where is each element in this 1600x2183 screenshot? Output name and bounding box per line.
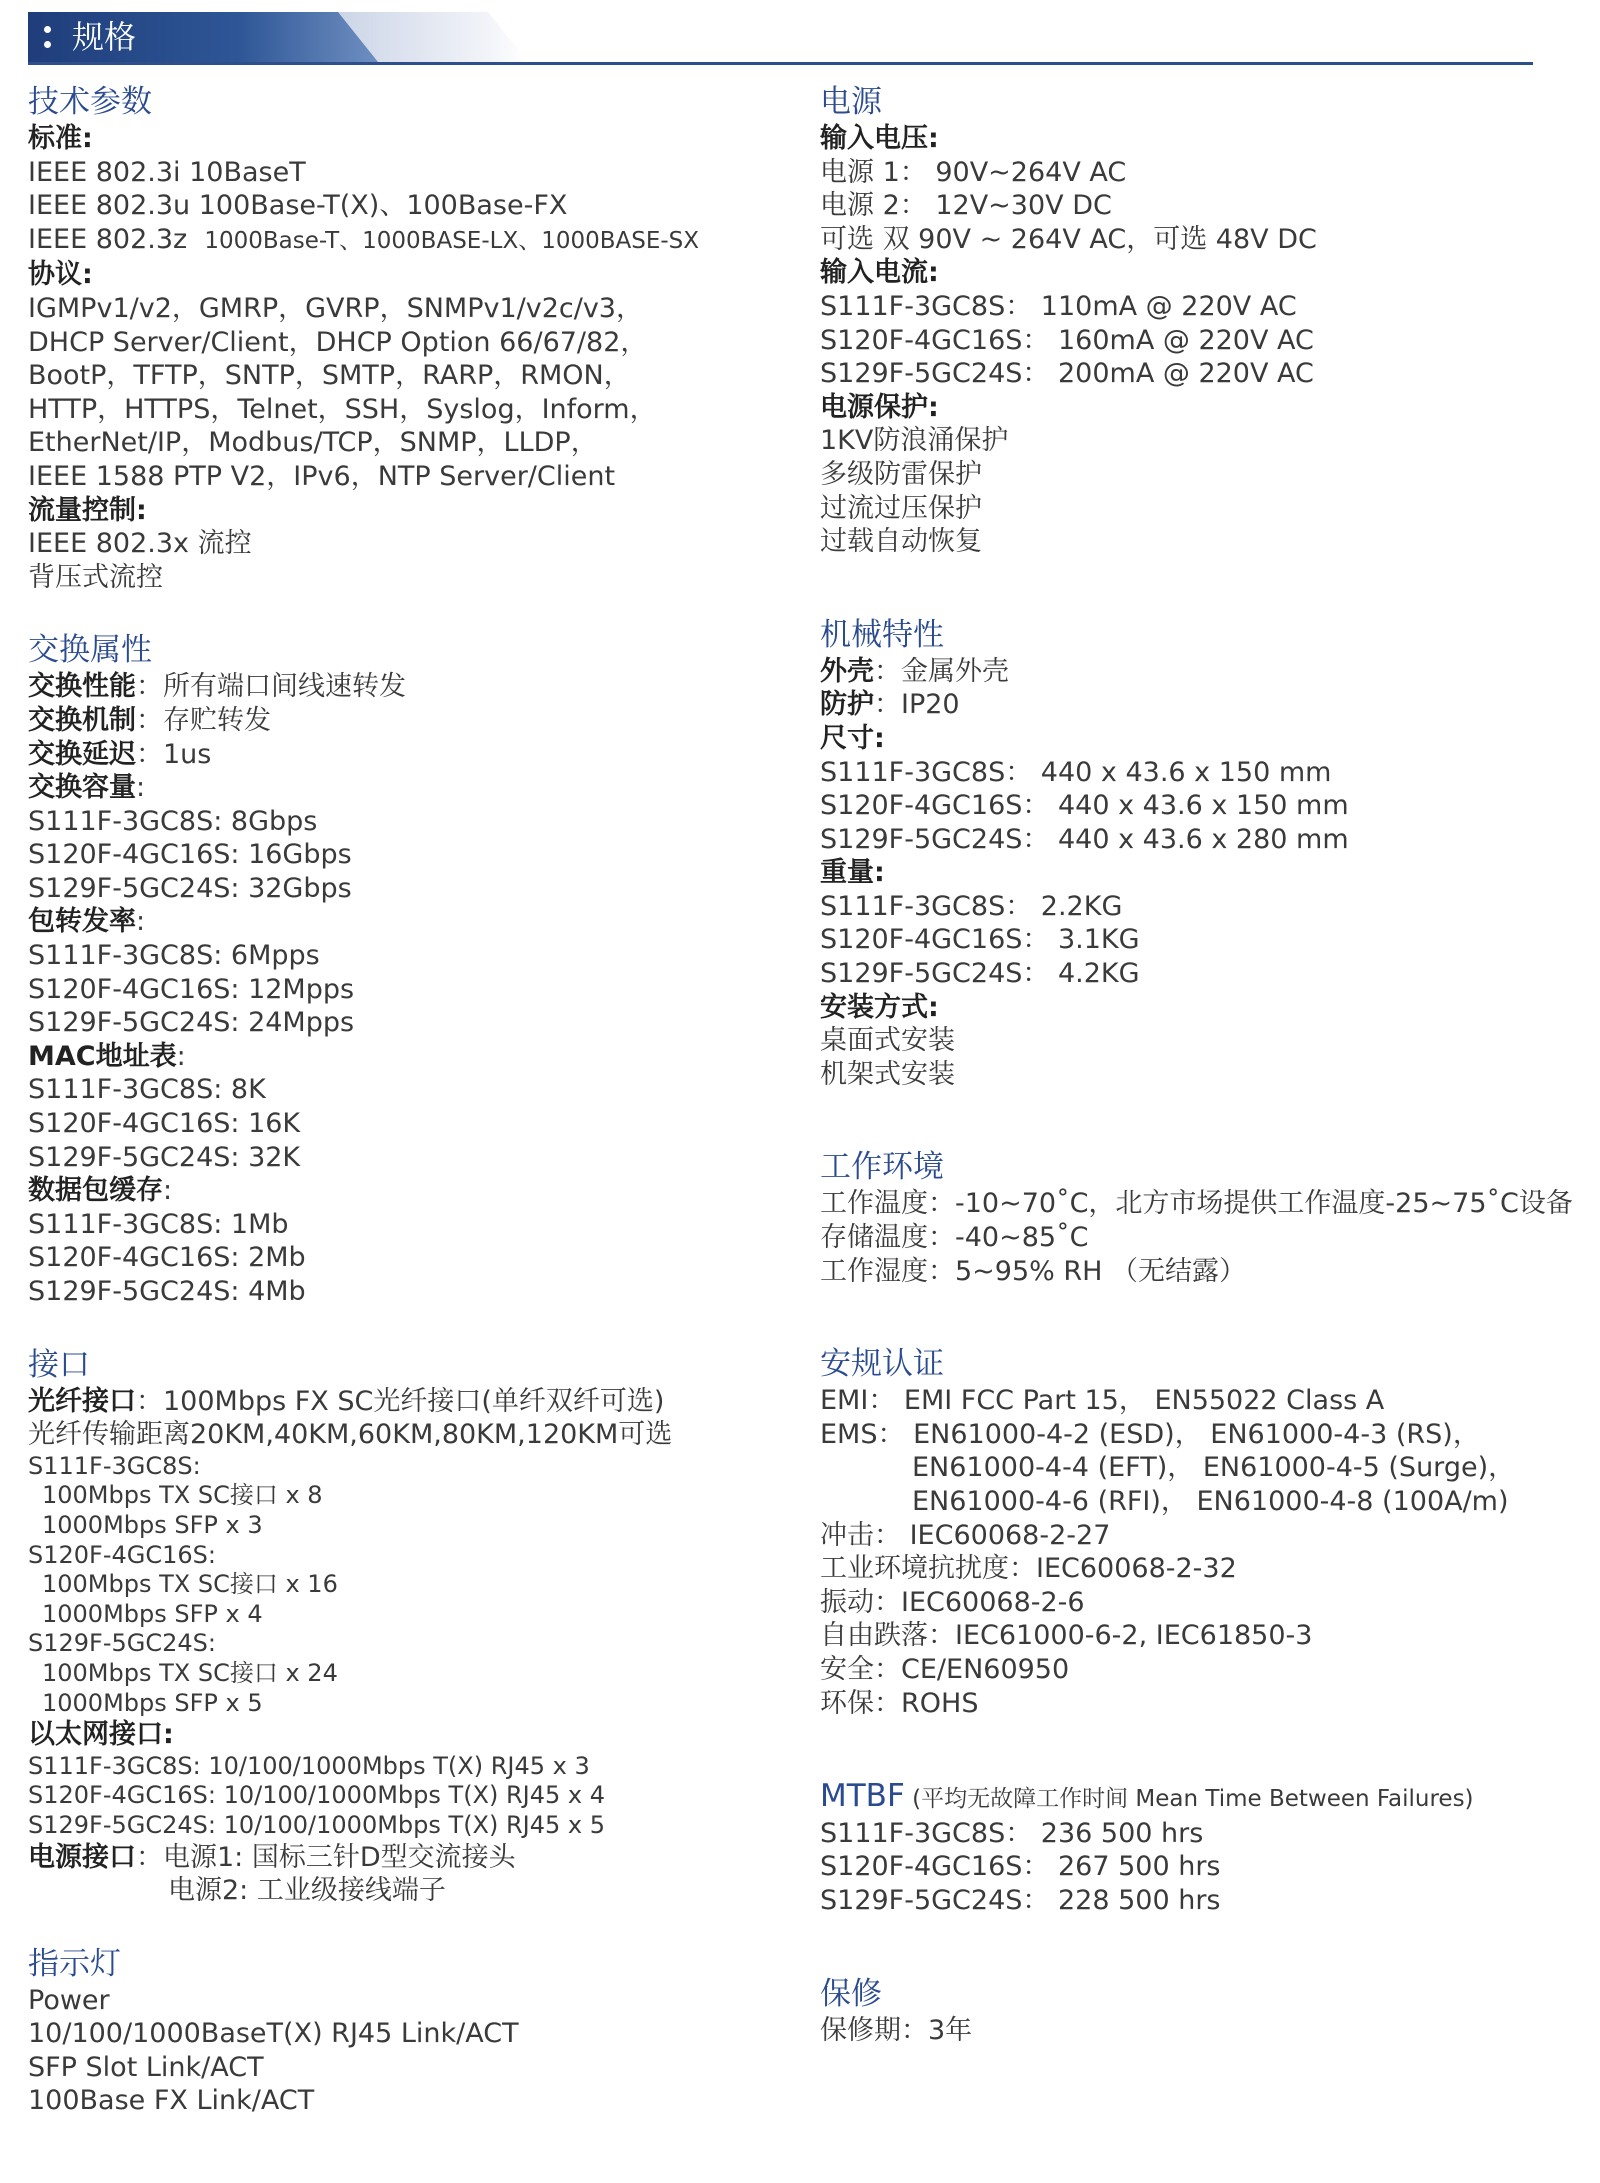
model-port-line: 100Mbps TX SC接口 x 8 bbox=[42, 1481, 323, 1510]
proto-line: HTTP，HTTPS，Telnet，SSH，Syslog，Inform， bbox=[28, 393, 657, 425]
std-line: IEEE 802.3u 100Base-T(X)、100Base-FX bbox=[28, 190, 568, 222]
buf-label: 数据包缓存 bbox=[28, 1175, 163, 1207]
cert-line: 冲击： IEC60068-2-27 bbox=[820, 1519, 1111, 1551]
pps-line: S111F-3GC8S: 6Mpps bbox=[28, 940, 320, 972]
buf-row bbox=[28, 1174, 788, 1208]
vin-line: 电源 2： 12V~30V DC bbox=[820, 190, 1112, 222]
prot-line: 多级防雷保护 bbox=[820, 458, 982, 490]
mtbf-line: S120F-4GC16S： 267 500 hrs bbox=[820, 1851, 1221, 1883]
weight-line: S129F-5GC24S： 4.2KG bbox=[820, 958, 1140, 990]
mac-line: S120F-4GC16S: 16K bbox=[28, 1108, 301, 1140]
eth-line: S120F-4GC16S: 10/100/1000Mbps T(X) RJ45 x 4 bbox=[28, 1781, 606, 1810]
mac-row bbox=[28, 1040, 788, 1074]
dim-label: 尺寸: bbox=[820, 722, 885, 754]
cap-line: S129F-5GC24S: 32Gbps bbox=[28, 872, 352, 904]
ems-line: EMS： EN61000-4-2 (ESD)， EN61000-4-3 (RS)， bbox=[820, 1418, 1480, 1450]
proto-line: EtherNet/IP，Modbus/TCP，SNMP，LLDP， bbox=[28, 427, 598, 459]
mac-line: S129F-5GC24S: 32K bbox=[28, 1141, 301, 1173]
page-title: 规格 bbox=[72, 18, 137, 56]
perf-value: ：所有端口间线速转发 bbox=[136, 671, 406, 703]
vin-line: 可选 双 90V ~ 264V AC，可选 48V DC bbox=[820, 223, 1317, 255]
buf-line: S111F-3GC8S: 1Mb bbox=[28, 1208, 289, 1240]
mount-line: 机架式安装 bbox=[820, 1058, 955, 1090]
vin-label: 输入电压: bbox=[820, 123, 939, 154]
led-item: Power bbox=[28, 1984, 110, 2016]
weight-line: S111F-3GC8S： 2.2KG bbox=[820, 890, 1123, 922]
cap-line: S111F-3GC8S: 8Gbps bbox=[28, 805, 318, 837]
cert-line: 安全：CE/EN60950 bbox=[820, 1653, 1070, 1685]
eth-line: S129F-5GC24S: 10/100/1000Mbps T(X) RJ45 x 5 bbox=[28, 1810, 606, 1839]
power-port-1: ：电源1: 国标三针D型交流接头 bbox=[136, 1841, 516, 1873]
std-line: IEEE 802.3i 10BaseT bbox=[28, 156, 306, 188]
ip-label: 防护 bbox=[820, 689, 874, 721]
case-value: ：金属外壳 bbox=[874, 655, 1009, 687]
left-column bbox=[28, 82, 788, 2118]
section-header bbox=[28, 12, 1533, 64]
weight-label: 重量: bbox=[820, 857, 885, 889]
fiber-distance: 光纤传输距离20KM,40KM,60KM,80KM,120KM可选 bbox=[28, 1419, 673, 1451]
cap-label: 交换容量 bbox=[28, 772, 136, 804]
env-line: 工作湿度：5~95% RH （无结露） bbox=[820, 1255, 1247, 1287]
buf-line: S120F-4GC16S: 2Mb bbox=[28, 1242, 306, 1274]
mtbf-heading-row bbox=[820, 1776, 1600, 1817]
prot-line: 过载自动恢复 bbox=[820, 526, 982, 558]
pps-label: 包转发率 bbox=[28, 906, 136, 938]
delay-label: 交换延迟 bbox=[28, 738, 136, 770]
prot-line: 过流过压保护 bbox=[820, 492, 982, 524]
std-line-b: 1000Base-T、1000BASE-LX、1000BASE-SX bbox=[204, 227, 700, 254]
cert-line: 振动：IEC60068-2-6 bbox=[820, 1586, 1085, 1618]
cap-row bbox=[28, 771, 788, 805]
model-label: S129F-5GC24S: bbox=[28, 1629, 216, 1658]
flow-line: 背压式流控 bbox=[28, 561, 163, 593]
ems-line: EN61000-4-4 (EFT)， EN61000-4-5 (Surge)， bbox=[912, 1452, 1516, 1484]
prot-line: 1KV防浪涌保护 bbox=[820, 425, 1009, 457]
mount-line: 桌面式安装 bbox=[820, 1025, 955, 1057]
dim-line: S111F-3GC8S： 440 x 43.6 x 150 mm bbox=[820, 756, 1332, 788]
iin-label: 输入电流: bbox=[820, 257, 939, 289]
colon: : bbox=[136, 772, 146, 804]
proto-line: DHCP Server/Client，DHCP Option 66/67/82， bbox=[28, 326, 648, 358]
iin-line: S111F-3GC8S： 110mA @ 220V AC bbox=[820, 290, 1297, 322]
model-label: S120F-4GC16S: bbox=[28, 1540, 216, 1569]
std-label: 标准: bbox=[28, 123, 93, 154]
power-port-label: 电源接口 bbox=[28, 1841, 136, 1873]
mac-line: S111F-3GC8S: 8K bbox=[28, 1074, 266, 1106]
model-port-line: 1000Mbps SFP x 3 bbox=[42, 1510, 263, 1539]
model-port-line: 1000Mbps SFP x 4 bbox=[42, 1599, 263, 1628]
proto-label: 协议: bbox=[28, 259, 93, 291]
warranty-line: 保修期：3年 bbox=[820, 2014, 973, 2046]
dim-line: S129F-5GC24S： 440 x 43.6 x 280 mm bbox=[820, 823, 1349, 855]
cert-line: 自由跌落：IEC61000-6-2, IEC61850-3 bbox=[820, 1620, 1313, 1652]
env-heading: 工作环境 bbox=[820, 1149, 944, 1186]
eth-line: S111F-3GC8S: 10/100/1000Mbps T(X) RJ45 x 3 bbox=[28, 1751, 590, 1780]
perf-label: 交换性能 bbox=[28, 671, 136, 703]
env-line: 存储温度：-40~85˚C bbox=[820, 1222, 1089, 1254]
pps-row bbox=[28, 905, 788, 939]
ip-row bbox=[820, 688, 1600, 722]
tech-heading: 技术参数 bbox=[28, 84, 152, 120]
mtbf-line: S111F-3GC8S： 236 500 hrs bbox=[820, 1817, 1204, 1849]
colon: : bbox=[163, 1175, 173, 1207]
mtbf-line: S129F-5GC24S： 228 500 hrs bbox=[820, 1884, 1221, 1916]
delay-row bbox=[28, 738, 788, 772]
perf-row bbox=[28, 670, 788, 704]
delay-value: ：1us bbox=[136, 738, 212, 770]
fiber-value: ：100Mbps FX SC光纤接口(单纤双纤可选) bbox=[136, 1385, 665, 1417]
cert-line: 环保：ROHS bbox=[820, 1687, 979, 1719]
weight-line: S120F-4GC16S： 3.1KG bbox=[820, 924, 1140, 956]
pps-line: S129F-5GC24S: 24Mpps bbox=[28, 1007, 355, 1039]
cert-line: 工业环境抗扰度：IEC60068-2-32 bbox=[820, 1553, 1237, 1585]
vin-line: 电源 1： 90V~264V AC bbox=[820, 156, 1127, 188]
iin-line: S120F-4GC16S： 160mA @ 220V AC bbox=[820, 324, 1314, 356]
prot-label: 电源保护: bbox=[820, 391, 939, 423]
mech-label: 交换机制 bbox=[28, 704, 136, 736]
ems-line: EN61000-4-6 (RFI)， EN61000-4-8 (100A/m) bbox=[912, 1486, 1509, 1517]
cert-heading: 安规认证 bbox=[820, 1346, 944, 1383]
eth-label: 以太网接口: bbox=[28, 1719, 174, 1751]
switching-heading: 交换属性 bbox=[28, 632, 152, 669]
mech-value: ：存贮转发 bbox=[136, 704, 271, 736]
model-port-line: 1000Mbps SFP x 5 bbox=[42, 1688, 263, 1717]
power-heading: 电源 bbox=[820, 84, 882, 120]
colon: : bbox=[136, 906, 146, 938]
std-line bbox=[28, 223, 788, 259]
dim-line: S120F-4GC16S： 440 x 43.6 x 150 mm bbox=[820, 790, 1349, 822]
flow-line: IEEE 802.3x 流控 bbox=[28, 528, 252, 560]
std-line-a: IEEE 802.3z bbox=[28, 223, 188, 255]
colon: : bbox=[176, 1040, 186, 1072]
model-port-line: 100Mbps TX SC接口 x 24 bbox=[42, 1658, 338, 1687]
case-label: 外壳 bbox=[820, 655, 874, 687]
power-port-2: 电源2: 工业级接线端子 bbox=[168, 1875, 446, 1907]
model-label: S111F-3GC8S: bbox=[28, 1451, 201, 1480]
emi-line: EMI： EMI FCC Part 15， EN55022 Class A bbox=[820, 1385, 1385, 1417]
cap-line: S120F-4GC16S: 16Gbps bbox=[28, 839, 352, 871]
leds-heading: 指示灯 bbox=[28, 1945, 121, 1982]
fiber-label: 光纤接口 bbox=[28, 1385, 136, 1417]
proto-line: IGMPv1/v2，GMRP，GVRP，SNMPv1/v2c/v3， bbox=[28, 292, 643, 324]
power-port-row bbox=[28, 1841, 788, 1875]
pps-line: S120F-4GC16S: 12Mpps bbox=[28, 973, 355, 1005]
proto-line: IEEE 1588 PTP V2，IPv6，NTP Server/Client bbox=[28, 460, 616, 492]
mech-row bbox=[28, 704, 788, 738]
mtbf-note: (平均无故障工作时间 Mean Time Between Failures) bbox=[904, 1786, 1474, 1813]
led-item: 10/100/1000BaseT(X) RJ45 Link/ACT bbox=[28, 2018, 519, 2050]
mtbf-heading: MTBF bbox=[820, 1778, 905, 1815]
buf-line: S129F-5GC24S: 4Mb bbox=[28, 1276, 306, 1307]
led-item: 100Base FX Link/ACT bbox=[28, 2085, 315, 2117]
mac-label: MAC地址表 bbox=[28, 1040, 177, 1072]
proto-line: BootP，TFTP，SNTP，SMTP，RARP，RMON， bbox=[28, 360, 631, 392]
model-port-line: 100Mbps TX SC接口 x 16 bbox=[42, 1570, 338, 1599]
right-column bbox=[820, 82, 1600, 2047]
warranty-heading: 保修 bbox=[820, 1975, 882, 2012]
fiber-row bbox=[28, 1385, 788, 1419]
flow-label: 流量控制: bbox=[28, 494, 147, 526]
iin-line: S129F-5GC24S： 200mA @ 220V AC bbox=[820, 358, 1314, 390]
header-rule bbox=[28, 62, 1533, 65]
ip-value: ：IP20 bbox=[874, 689, 960, 721]
env-line: 工作温度：-10~70˚C，北方市场提供工作温度-25~75˚C设备 bbox=[820, 1188, 1573, 1220]
header-dots-icon bbox=[44, 26, 52, 50]
mech-heading: 机械特性 bbox=[820, 616, 944, 653]
mount-label: 安装方式: bbox=[820, 991, 939, 1023]
case-row bbox=[820, 655, 1600, 689]
led-item: SFP Slot Link/ACT bbox=[28, 2051, 264, 2083]
ports-heading: 接口 bbox=[28, 1346, 90, 1383]
